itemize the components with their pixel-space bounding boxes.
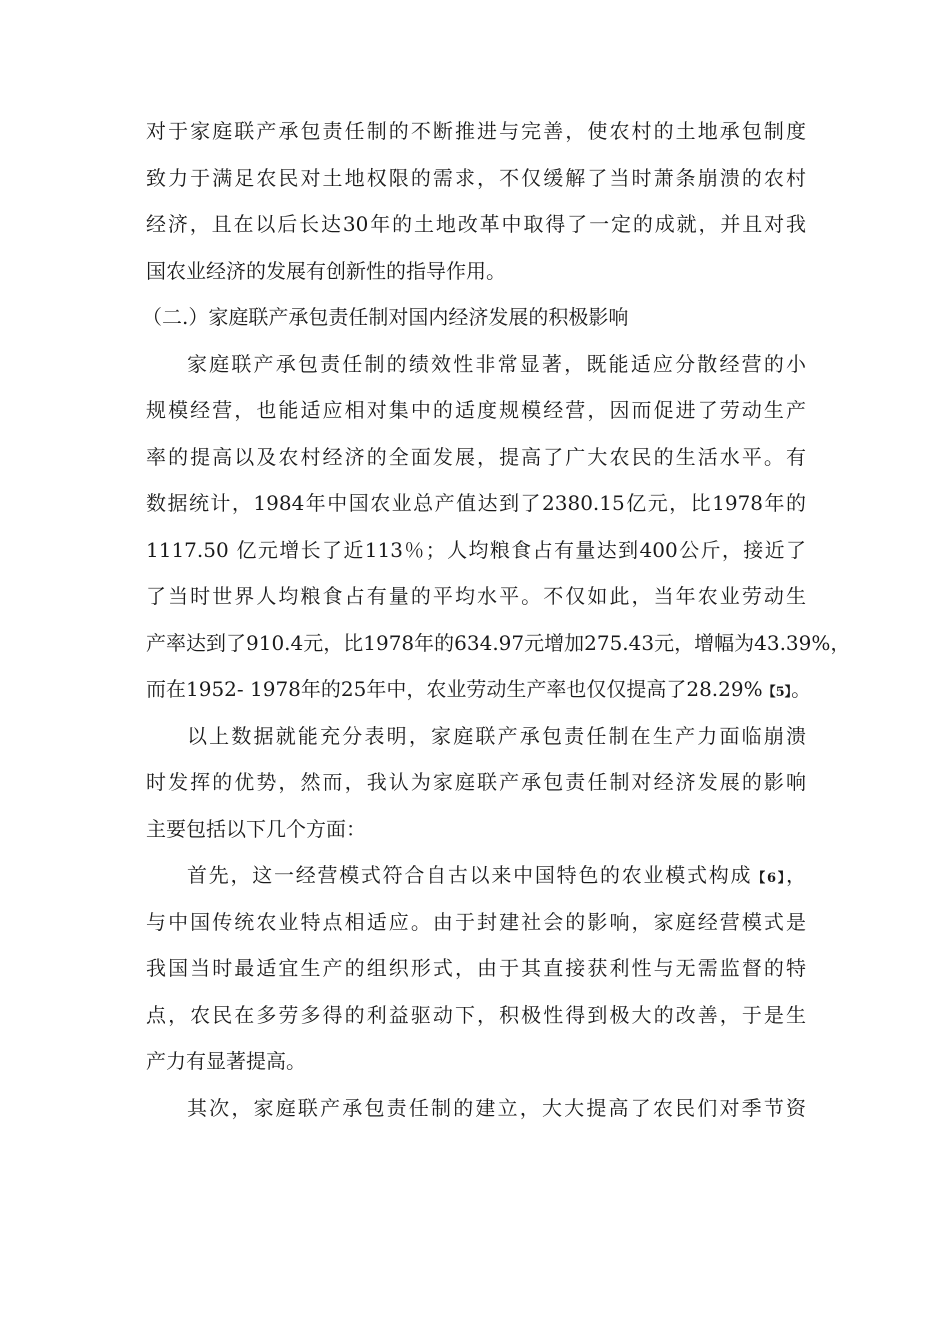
paragraph-2-line-4: 数据统计，1984年中国农业总产值达到了2380.15亿元，比1978年的	[146, 491, 806, 515]
paragraph-1-line-1: 对于家庭联产承包责任制的不断推进与完善，使农村的土地承包制度	[146, 119, 806, 143]
paragraph-4-line-5: 产力有显著提高。	[146, 1049, 306, 1073]
paragraph-1-line-3: 经济，且在以后长达30年的土地改革中取得了一定的成就，并且对我	[146, 212, 806, 236]
paragraph-3-line-1: 以上数据就能充分表明，家庭联产承包责任制在生产力面临崩溃	[187, 723, 806, 748]
section-heading: （二.）家庭联产承包责任制对国内经济发展的积极影响	[142, 305, 629, 329]
paragraph-2-line-2: 规模经营，也能适应相对集中的适度规模经营，因而促进了劳动生产	[146, 398, 806, 422]
paragraph-4-line-4: 点，农民在多劳多得的利益驱动下，积极性得到极大的改善，于是生	[146, 1002, 806, 1027]
paragraph-2-line-8	[146, 666, 812, 713]
paragraph-2-line-8-text: 而在1952- 1978年的25年中，农业劳动生产率也仅仅提高了28.29%	[146, 677, 763, 701]
document-page	[142, 108, 851, 1131]
paragraph-4-line-1	[146, 852, 806, 899]
paragraph-2-line-7: 产率达到了910.4元，比1978年的634.97元增加275.43元，增幅为43.39%，	[146, 630, 851, 655]
paragraph-3-line-3: 主要包括以下几个方面：	[146, 816, 366, 841]
paragraph-2-line-5: 1117.50 亿元增长了近113％；人均粮食占有量达到400公斤，接近了	[146, 537, 806, 562]
paragraph-4-comma: ，	[786, 863, 806, 887]
paragraph-2-line-1: 家庭联产承包责任制的绩效性非常显著，既能适应分散经营的小	[187, 351, 806, 376]
paragraph-4-line-3: 我国当时最适宜生产的组织形式，由于其直接获利性与无需监督的特	[146, 956, 806, 980]
paragraph-5-line-1: 其次，家庭联产承包责任制的建立，大大提高了农民们对季节资	[187, 1095, 806, 1120]
paragraph-2-line-3: 率的提高以及农村经济的全面发展，提高了广大农民的生活水平。有	[146, 444, 806, 469]
paragraph-2-line-6: 了当时世界人均粮食占有量的平均水平。不仅如此，当年农业劳动生	[146, 584, 806, 608]
paragraph-3-line-2: 时发挥的优势，然而，我认为家庭联产承包责任制对经济发展的影响	[146, 770, 806, 794]
paragraph-1-line-2: 致力于满足农民对土地权限的需求，不仅缓解了当时萧条崩溃的农村	[146, 165, 806, 190]
citation-6: 【6】	[752, 871, 786, 886]
paragraph-4-line-1-text: 首先，这一经营模式符合自古以来中国特色的农业模式构成	[187, 863, 753, 887]
citation-5: 【5】	[762, 685, 792, 700]
paragraph-1-line-4: 国农业经济的发展有创新性的指导作用。	[146, 258, 506, 283]
paragraph-2-end-mark: 。	[791, 677, 812, 701]
paragraph-4-line-2: 与中国传统农业特点相适应。由于封建社会的影响，家庭经营模式是	[146, 909, 806, 934]
